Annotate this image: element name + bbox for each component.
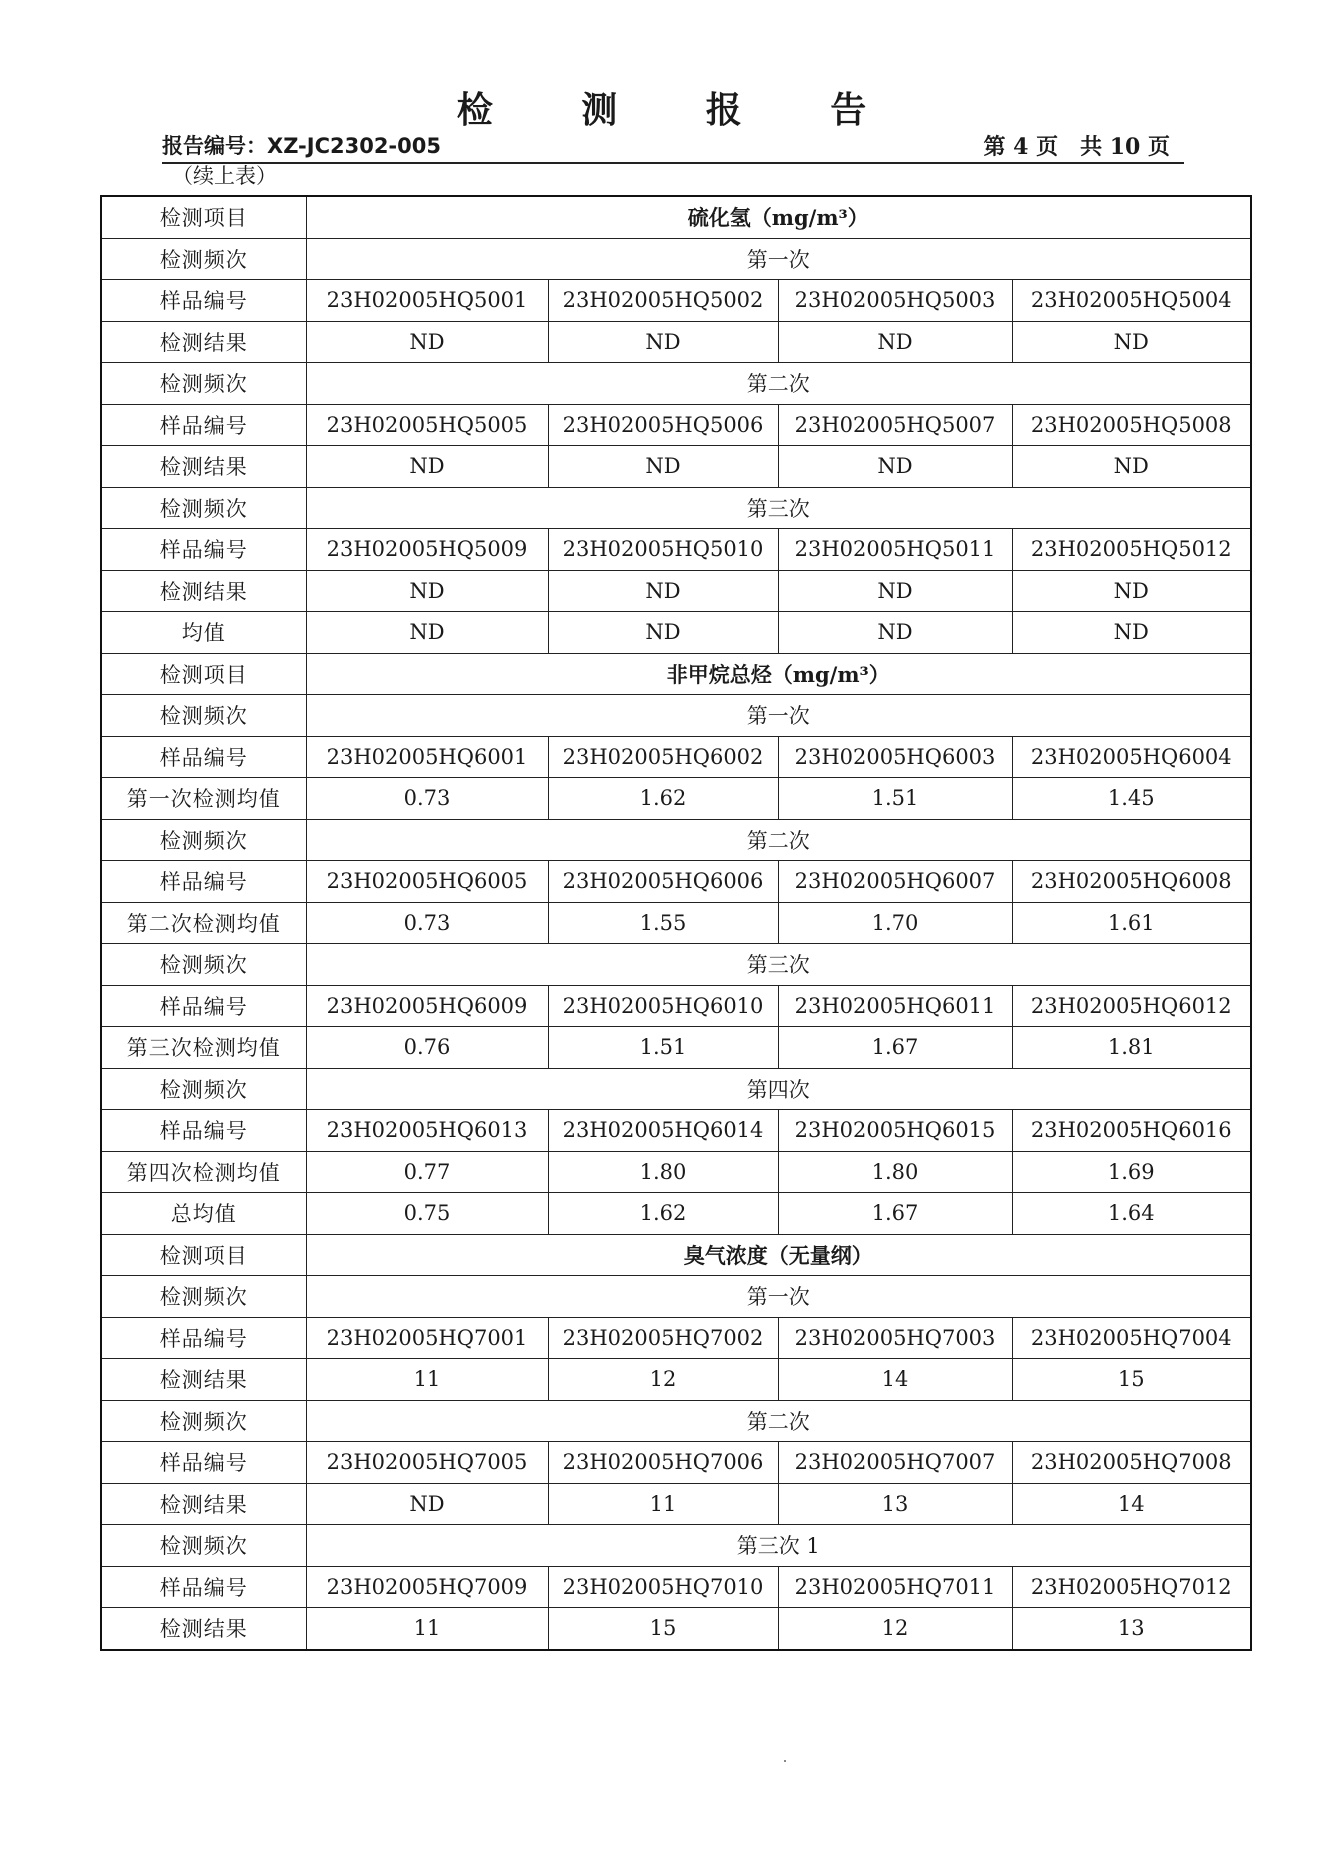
table-row (101, 1608, 1251, 1650)
table-cell: ND (1012, 321, 1251, 363)
table-cell: 23H02005HQ7007 (778, 1442, 1012, 1484)
table-row (101, 1193, 1251, 1235)
frequency-value: 第一次 (306, 1276, 1251, 1318)
table-cell: 23H02005HQ6009 (306, 985, 548, 1027)
frequency-value: 第二次 (306, 819, 1251, 861)
table-cell: 12 (548, 1359, 778, 1401)
section-header-row (101, 196, 1251, 238)
table-cell: 13 (1012, 1608, 1251, 1650)
table-cell: 23H02005HQ6010 (548, 985, 778, 1027)
table-cell: 23H02005HQ5002 (548, 280, 778, 322)
table-row (101, 1359, 1251, 1401)
frequency-row (101, 944, 1251, 986)
table-cell: 1.62 (548, 778, 778, 820)
frequency-row (101, 1525, 1251, 1567)
table-cell: 23H02005HQ5011 (778, 529, 1012, 571)
table-cell: 0.73 (306, 778, 548, 820)
table-cell: ND (1012, 570, 1251, 612)
table-row (101, 1442, 1251, 1484)
table-row (101, 861, 1251, 903)
row-label: 检测频次 (101, 1400, 306, 1442)
test-item-name: 臭气浓度（无量纲） (306, 1234, 1251, 1276)
table-cell: ND (778, 612, 1012, 654)
row-label: 检测结果 (101, 321, 306, 363)
table-cell: 1.69 (1012, 1151, 1251, 1193)
table-cell: ND (1012, 446, 1251, 488)
table-cell: 23H02005HQ7004 (1012, 1317, 1251, 1359)
row-label: 检测频次 (101, 944, 306, 986)
frequency-row (101, 695, 1251, 737)
table-cell: 23H02005HQ7010 (548, 1566, 778, 1608)
table-cell: ND (778, 321, 1012, 363)
table-cell: 23H02005HQ6014 (548, 1110, 778, 1152)
report-title: 检 测 报 告 (456, 89, 905, 131)
table-cell: ND (778, 446, 1012, 488)
table-cell: 1.80 (548, 1151, 778, 1193)
table-cell: 13 (778, 1483, 1012, 1525)
table-row (101, 612, 1251, 654)
table-cell: ND (1012, 612, 1251, 654)
report-number: 报告编号：XZ-JC2302-005 (162, 134, 441, 158)
table-cell: 23H02005HQ7003 (778, 1317, 1012, 1359)
frequency-value: 第一次 (306, 238, 1251, 280)
table-cell: ND (548, 446, 778, 488)
table-row (101, 1317, 1251, 1359)
row-label: 样品编号 (101, 1110, 306, 1152)
row-label: 检测项目 (101, 196, 306, 238)
row-label: 总均值 (101, 1193, 306, 1235)
table-cell: 1.70 (778, 902, 1012, 944)
table-cell: 15 (1012, 1359, 1251, 1401)
table-cell: 23H02005HQ6007 (778, 861, 1012, 903)
table-cell: ND (548, 612, 778, 654)
frequency-row (101, 1276, 1251, 1318)
frequency-value: 第二次 (306, 363, 1251, 405)
frequency-value: 第三次 1 (306, 1525, 1251, 1567)
table-cell: 23H02005HQ5010 (548, 529, 778, 571)
table-cell: 23H02005HQ5005 (306, 404, 548, 446)
table-cell: 23H02005HQ6001 (306, 736, 548, 778)
table-row (101, 446, 1251, 488)
table-cell: 1.51 (778, 778, 1012, 820)
row-label: 第一次检测均值 (101, 778, 306, 820)
table-cell: 0.77 (306, 1151, 548, 1193)
table-cell: 23H02005HQ6008 (1012, 861, 1251, 903)
table-cell: 0.75 (306, 1193, 548, 1235)
table-cell: 1.55 (548, 902, 778, 944)
frequency-row (101, 487, 1251, 529)
row-label: 样品编号 (101, 280, 306, 322)
table-cell: 0.76 (306, 1027, 548, 1069)
table-cell: 11 (306, 1359, 548, 1401)
row-label: 检测频次 (101, 238, 306, 280)
table-cell: 23H02005HQ6016 (1012, 1110, 1251, 1152)
table-cell: 1.45 (1012, 778, 1251, 820)
table-cell: 23H02005HQ7001 (306, 1317, 548, 1359)
frequency-value: 第三次 (306, 944, 1251, 986)
table-cell: 14 (778, 1359, 1012, 1401)
row-label: 样品编号 (101, 985, 306, 1027)
row-label: 第二次检测均值 (101, 902, 306, 944)
row-label: 样品编号 (101, 861, 306, 903)
table-cell: 11 (548, 1483, 778, 1525)
row-label: 检测结果 (101, 446, 306, 488)
table-cell: 1.61 (1012, 902, 1251, 944)
table-cell: 23H02005HQ7006 (548, 1442, 778, 1484)
frequency-row (101, 1400, 1251, 1442)
table-cell: 23H02005HQ7005 (306, 1442, 548, 1484)
table-cell: 1.67 (778, 1193, 1012, 1235)
table-cell: 23H02005HQ7002 (548, 1317, 778, 1359)
continued-note: （续上表） (172, 164, 277, 188)
row-label: 检测频次 (101, 1525, 306, 1567)
table-cell: 23H02005HQ5003 (778, 280, 1012, 322)
table-cell: 23H02005HQ5007 (778, 404, 1012, 446)
table-cell: 23H02005HQ5012 (1012, 529, 1251, 571)
row-label: 样品编号 (101, 529, 306, 571)
table-row (101, 404, 1251, 446)
table-cell: 23H02005HQ5008 (1012, 404, 1251, 446)
table-cell: 0.73 (306, 902, 548, 944)
table-cell: 23H02005HQ6003 (778, 736, 1012, 778)
table-cell: 23H02005HQ6005 (306, 861, 548, 903)
table-cell: ND (548, 321, 778, 363)
table-cell: 23H02005HQ7011 (778, 1566, 1012, 1608)
table-row (101, 1566, 1251, 1608)
page-indicator: 第 4 页 共 10 页 (983, 134, 1170, 160)
row-label: 检测结果 (101, 1608, 306, 1650)
row-label: 样品编号 (101, 736, 306, 778)
table-cell: ND (306, 570, 548, 612)
table-cell: 1.51 (548, 1027, 778, 1069)
row-label: 第四次检测均值 (101, 1151, 306, 1193)
frequency-value: 第四次 (306, 1068, 1251, 1110)
test-item-name: 硫化氢（mg/m³） (306, 196, 1251, 238)
frequency-value: 第二次 (306, 1400, 1251, 1442)
table-cell: 12 (778, 1608, 1012, 1650)
row-label: 检测结果 (101, 1359, 306, 1401)
table-cell: 1.81 (1012, 1027, 1251, 1069)
frequency-row (101, 363, 1251, 405)
table-cell: ND (306, 321, 548, 363)
table-row (101, 1110, 1251, 1152)
table-cell: 23H02005HQ6011 (778, 985, 1012, 1027)
table-cell: ND (306, 1483, 548, 1525)
table-cell: 23H02005HQ7012 (1012, 1566, 1251, 1608)
table-cell: 1.64 (1012, 1193, 1251, 1235)
row-label: 均值 (101, 612, 306, 654)
table-cell: 23H02005HQ5001 (306, 280, 548, 322)
table-cell: 23H02005HQ7008 (1012, 1442, 1251, 1484)
table-cell: 23H02005HQ6015 (778, 1110, 1012, 1152)
table-cell: 23H02005HQ5006 (548, 404, 778, 446)
table-cell: 14 (1012, 1483, 1251, 1525)
row-label: 样品编号 (101, 1566, 306, 1608)
results-table-body (101, 196, 1251, 1650)
table-cell: 15 (548, 1608, 778, 1650)
table-row (101, 985, 1251, 1027)
row-label: 第三次检测均值 (101, 1027, 306, 1069)
table-cell: 1.62 (548, 1193, 778, 1235)
test-item-name: 非甲烷总烃（mg/m³） (306, 653, 1251, 695)
table-cell: 1.67 (778, 1027, 1012, 1069)
row-label: 检测项目 (101, 653, 306, 695)
table-cell: 23H02005HQ6002 (548, 736, 778, 778)
table-row (101, 570, 1251, 612)
frequency-value: 第一次 (306, 695, 1251, 737)
table-row (101, 778, 1251, 820)
scan-speck (784, 1760, 786, 1762)
table-cell: 23H02005HQ6004 (1012, 736, 1251, 778)
table-row (101, 736, 1251, 778)
row-label: 样品编号 (101, 1442, 306, 1484)
row-label: 检测结果 (101, 570, 306, 612)
table-cell: 23H02005HQ7009 (306, 1566, 548, 1608)
row-label: 样品编号 (101, 404, 306, 446)
table-row (101, 1483, 1251, 1525)
row-label: 检测频次 (101, 1068, 306, 1110)
section-header-row (101, 1234, 1251, 1276)
row-label: 样品编号 (101, 1317, 306, 1359)
table-row (101, 529, 1251, 571)
frequency-row (101, 1068, 1251, 1110)
table-cell: 23H02005HQ6006 (548, 861, 778, 903)
table-row (101, 321, 1251, 363)
table-row (101, 1027, 1251, 1069)
row-label: 检测频次 (101, 487, 306, 529)
table-cell: ND (548, 570, 778, 612)
table-cell: 11 (306, 1608, 548, 1650)
table-cell: 1.80 (778, 1151, 1012, 1193)
table-row (101, 1151, 1251, 1193)
table-row (101, 902, 1251, 944)
results-table (100, 195, 1252, 1651)
report-header (162, 128, 1184, 164)
table-cell: 23H02005HQ5004 (1012, 280, 1251, 322)
frequency-value: 第三次 (306, 487, 1251, 529)
table-cell: ND (306, 446, 548, 488)
section-header-row (101, 653, 1251, 695)
row-label: 检测频次 (101, 363, 306, 405)
row-label: 检测结果 (101, 1483, 306, 1525)
frequency-row (101, 238, 1251, 280)
table-cell: 23H02005HQ6013 (306, 1110, 548, 1152)
table-cell: 23H02005HQ6012 (1012, 985, 1251, 1027)
table-cell: ND (778, 570, 1012, 612)
row-label: 检测频次 (101, 819, 306, 861)
row-label: 检测频次 (101, 695, 306, 737)
row-label: 检测频次 (101, 1276, 306, 1318)
row-label: 检测项目 (101, 1234, 306, 1276)
table-cell: ND (306, 612, 548, 654)
table-row (101, 280, 1251, 322)
frequency-row (101, 819, 1251, 861)
table-cell: 23H02005HQ5009 (306, 529, 548, 571)
